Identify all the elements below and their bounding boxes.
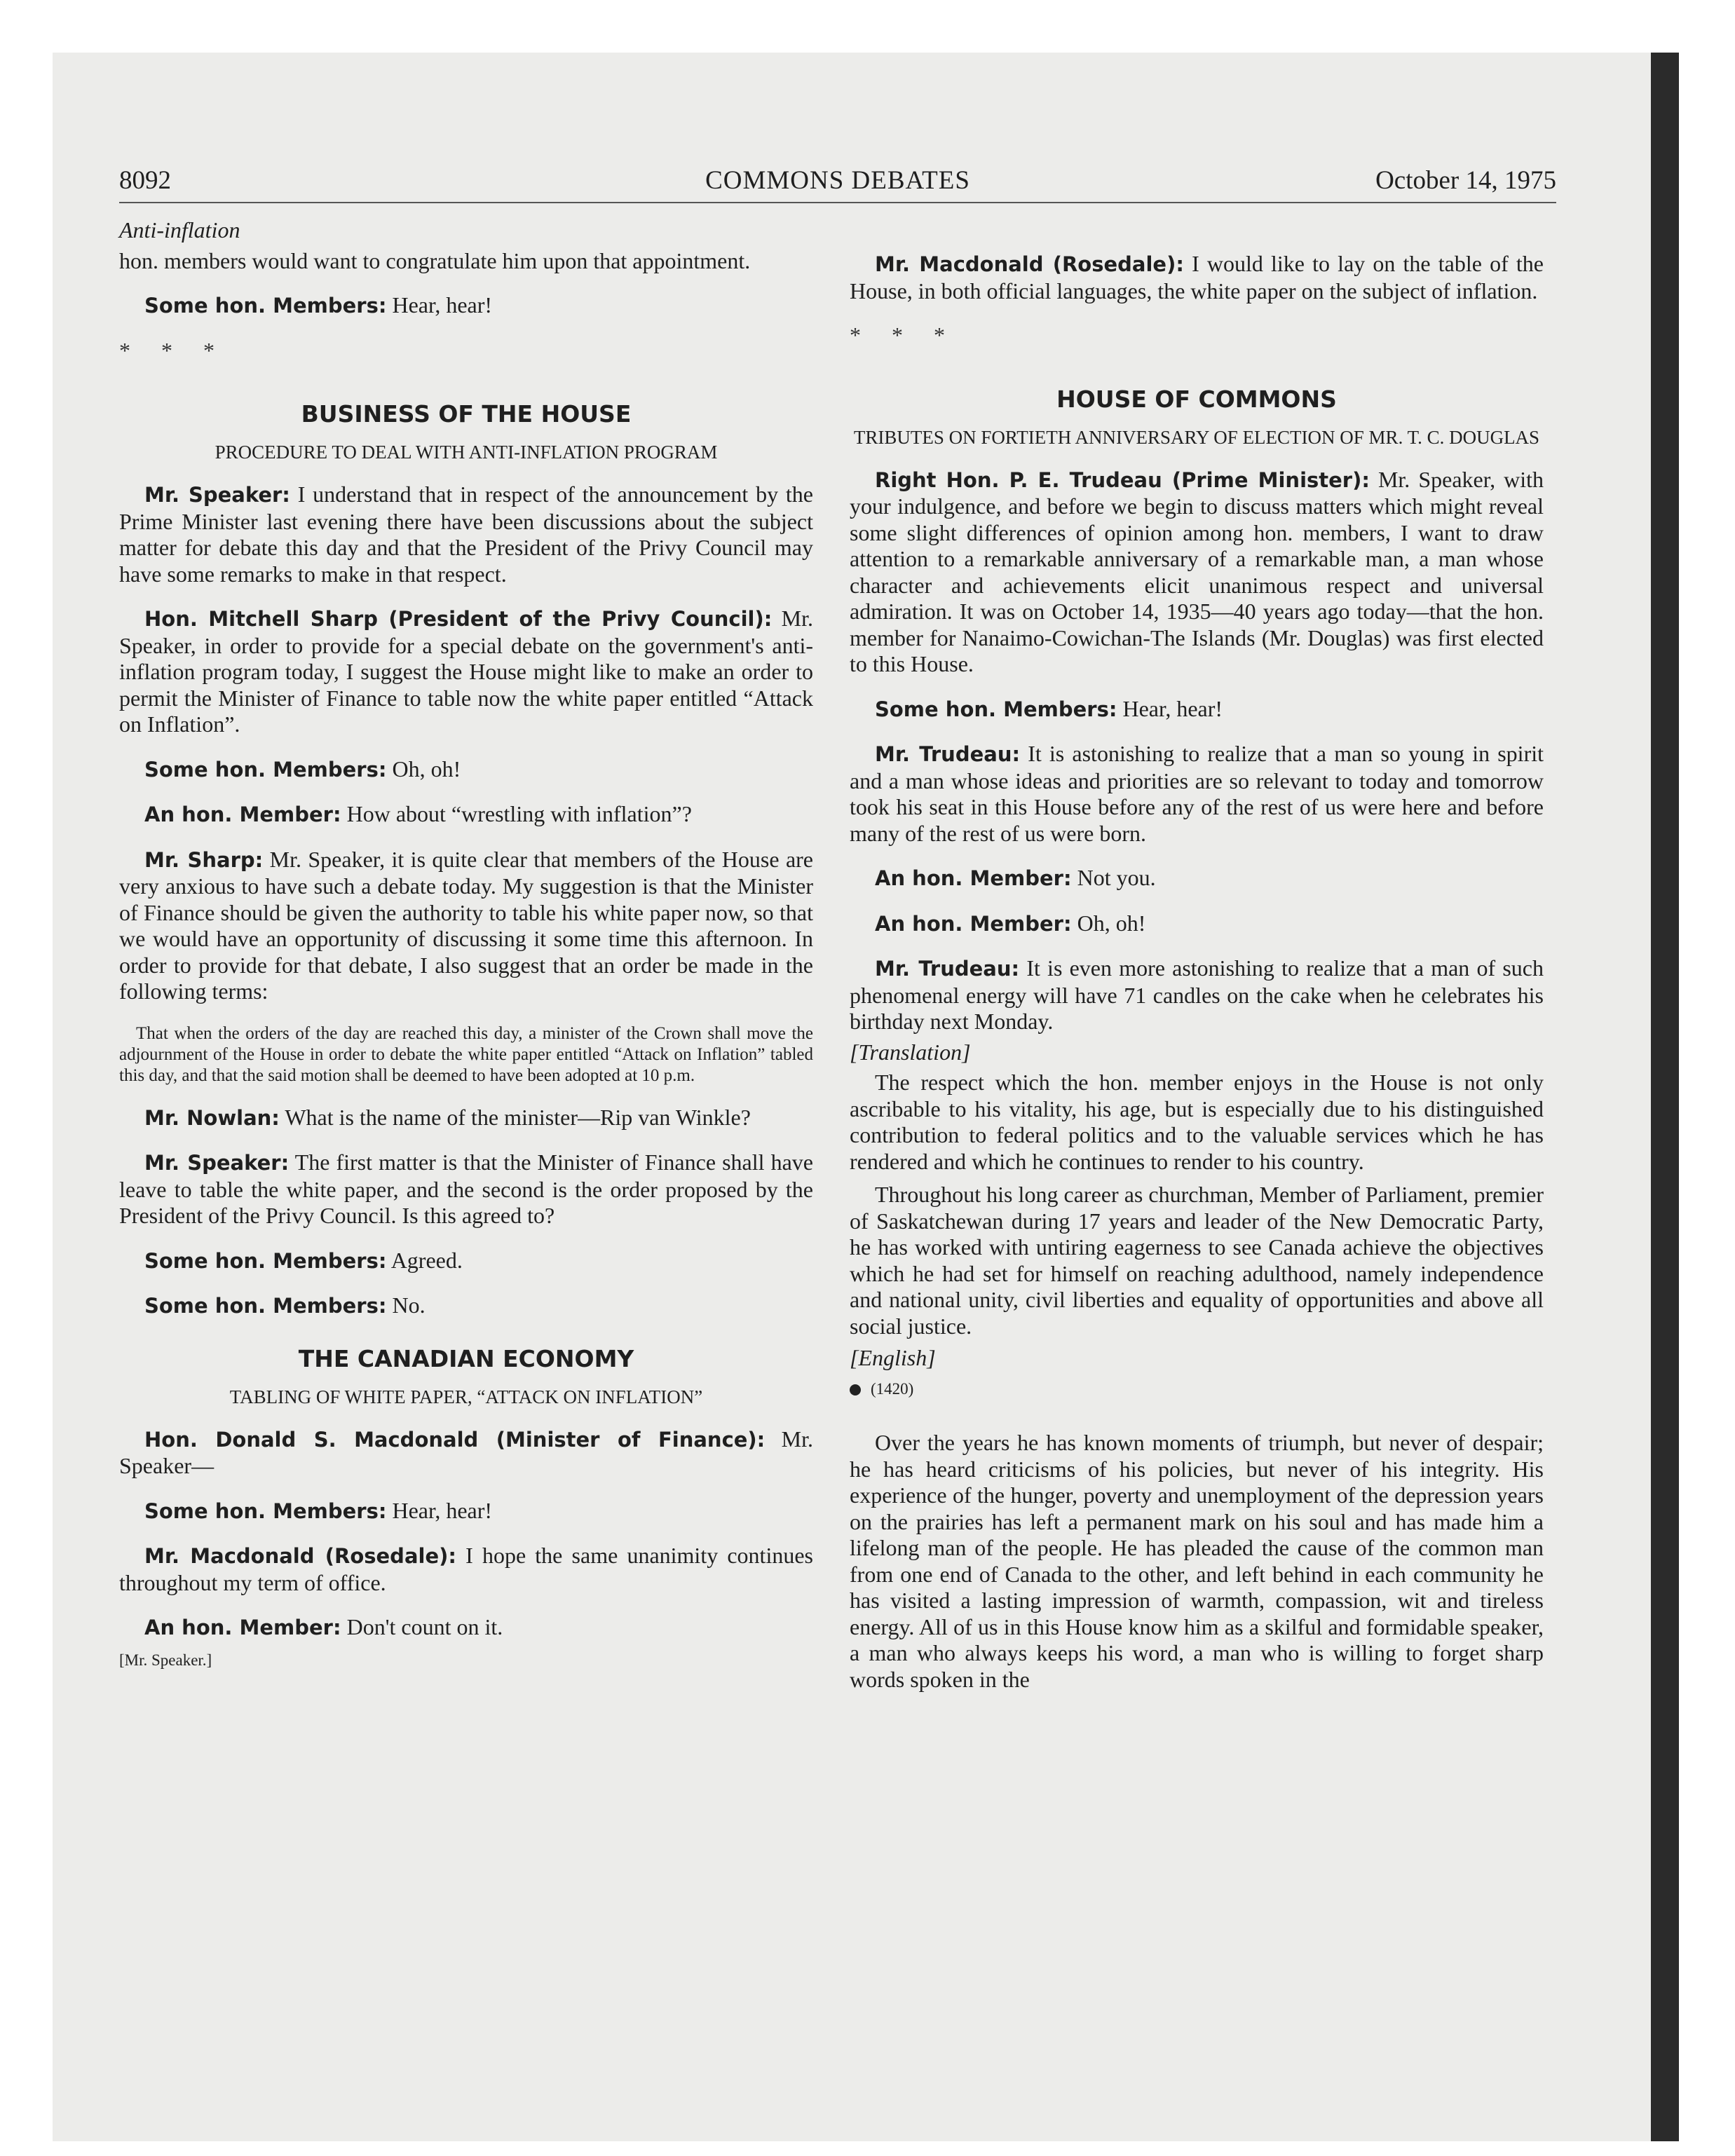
speech-text: I hope the same unanimity continues throughout my term of office.	[119, 1543, 813, 1595]
section-separator: * * *	[850, 322, 958, 348]
section-heading: HOUSE OF COMMONS	[1056, 385, 1337, 413]
section-separator: * * *	[119, 337, 227, 363]
page-header	[119, 163, 1556, 203]
speaker-name: Hon. Mitchell Sharp (President of the Privy Council):	[144, 607, 773, 631]
paragraph	[850, 955, 1544, 1035]
speech-text: I would like to lay on the table of the House, in both official languages, the white paper on the subject of inflation.	[850, 251, 1544, 303]
speaker-footnote: [Mr. Speaker.]	[119, 1651, 212, 1669]
speech-text: Oh, oh!	[386, 756, 461, 782]
speech-text: Hear, hear!	[386, 292, 493, 318]
page-number: 8092	[119, 166, 171, 195]
paragraph	[119, 1543, 813, 1596]
speech-text: What is the name of the minister—Rip van Winkle?	[279, 1104, 751, 1130]
speaker-name: Mr. Macdonald (Rosedale):	[875, 252, 1184, 276]
section-subheading: TABLING OF WHITE PAPER, “ATTACK ON INFLATION”	[229, 1386, 703, 1407]
paragraph: hon. members would want to congratulate him upon that appointment.	[119, 247, 751, 273]
speech-text: It is astonishing to realize that a man so young in spirit and a man whose ideas and priorities are so relevant to today and tomorrow took his seat in this House before any of the rest of us were here and before many of the rest of us were born.	[850, 741, 1544, 846]
scan-edge-bar	[1651, 53, 1679, 2141]
paragraph	[850, 865, 1544, 892]
translation-note: [Translation]	[850, 1039, 971, 1065]
paragraph: Over the years he has known moments of triumph, but never of despair; he has heard criticisms of his policies, but never of his integrity. His experience of the hunger, poverty and unemployment of the depression years on the prairies has left a permanent mark on his soul and has made him a lifelong man of the people. He has pleaded the cause of the common man from one end of Canada to the other, and left behind in each community he has visited a lasting impression of warmth, compassion, wit and tireless energy. All of us in this House know him as a skilful and formidable speaker, a man who always keeps his word, a man who is willing to forget sharp words spoken in the	[850, 1430, 1544, 1692]
paragraph	[119, 1292, 813, 1320]
speech-text: The first matter is that the Minister of Finance shall have leave to table the white paper, and the second is the order proposed by the President of the Privy Council. Is this agreed to?	[119, 1149, 813, 1228]
speech-text: Hear, hear!	[386, 1497, 493, 1523]
paragraph	[119, 756, 813, 784]
speaker-name: Some hon. Members:	[144, 1294, 387, 1318]
paragraph: Throughout his long career as churchman, Member of Parliament, premier of Saskatchewan during 17 years and leader of the New Democratic Party, he has worked with untiring eagerness to see Canada achieve the objectives which he had set for himself on reaching adulthood, namely independence and national unity, civil liberties and equality of opportunities and above all social justice.	[850, 1182, 1544, 1339]
time-marker	[850, 1376, 1544, 1403]
english-note: [English]	[850, 1345, 936, 1370]
speech-text: Mr. Speaker, in order to provide for a special debate on the government's anti-inflation program today, I suggest the House might like to make an order to permit the Minister of Finance to table now the white paper entitled “Attack on Inflation”.	[119, 606, 813, 737]
speaker-name: An hon. Member:	[144, 1616, 341, 1639]
paragraph	[850, 251, 1544, 304]
speech-text: Mr. Speaker—	[119, 1426, 813, 1478]
speech-text: How about “wrestling with inflation”?	[341, 801, 692, 826]
left-column	[119, 217, 813, 1673]
speech-text: Don't count on it.	[341, 1614, 503, 1639]
speaker-name: Mr. Macdonald (Rosedale):	[144, 1544, 456, 1568]
speaker-name: Right Hon. P. E. Trudeau (Prime Minister):	[875, 468, 1370, 492]
speaker-name: Mr. Nowlan:	[144, 1105, 280, 1130]
speaker-name: Some hon. Members:	[144, 757, 387, 782]
speech-text: Not you.	[1071, 865, 1156, 890]
speaker-name: Mr. Trudeau:	[875, 742, 1021, 766]
speaker-name: Mr. Sharp:	[144, 847, 264, 872]
speaker-name: Some hon. Members:	[875, 697, 1117, 721]
section-subheading: PROCEDURE TO DEAL WITH ANTI-INFLATION PROGRAM	[215, 442, 718, 463]
paragraph	[119, 1614, 813, 1642]
paragraph	[119, 847, 813, 1005]
section-heading: THE CANADIAN ECONOMY	[298, 1344, 634, 1372]
paragraph	[119, 801, 813, 828]
section-subheading: TRIBUTES ON FORTIETH ANNIVERSARY OF ELECTION OF MR. T. C. DOUGLAS	[853, 426, 1540, 448]
paragraph	[119, 1105, 813, 1132]
speaker-name: Some hon. Members:	[144, 1499, 387, 1523]
speech-text: Agreed.	[386, 1247, 463, 1273]
paragraph	[850, 741, 1544, 847]
paragraph	[119, 1426, 813, 1480]
paragraph	[119, 292, 813, 320]
speaker-name: An hon. Member:	[875, 911, 1072, 936]
speech-text: Mr. Speaker, it is quite clear that members of the House are very anxious to have such a debate today. My suggestion is that the Minister of Finance should be given the authority to table his white paper now, so that we would have an opportunity of discussing it some time this afternoon. In order to provide for that debate, I also suggest that an order be made in the following terms:	[119, 846, 814, 1004]
paragraph	[850, 696, 1544, 723]
speech-text: It is even more astonishing to realize that a man of such phenomenal energy will have 71 candles on the cake when he celebrates his birthday next Monday.	[850, 955, 1544, 1034]
speaker-name: Hon. Donald S. Macdonald (Minister of Finance):	[144, 1427, 766, 1452]
speaker-name: Mr. Trudeau:	[875, 957, 1020, 981]
bullet-icon	[850, 1384, 861, 1396]
speaker-name: Some hon. Members:	[144, 294, 387, 318]
speaker-name: Mr. Speaker:	[144, 1151, 290, 1175]
speaker-name: An hon. Member:	[875, 866, 1072, 890]
paragraph	[119, 1149, 813, 1229]
time-marker-text: (1420)	[871, 1379, 914, 1398]
paragraph	[850, 910, 1544, 938]
speech-text: Oh, oh!	[1071, 910, 1146, 936]
paragraph	[119, 1248, 813, 1275]
speaker-name: Mr. Speaker:	[144, 483, 290, 507]
motion-quote: That when the orders of the day are reached this day, a minister of the Crown shall move the adjournment of the House in order to debate the white paper entitled “Attack on Inflation” tabled this day, and that the said motion shall be deemed to have been adopted at 10 p.m.	[119, 1023, 813, 1085]
speech-text: No.	[386, 1292, 426, 1318]
speech-text: Mr. Speaker, with your indulgence, and before we begin to discuss matters which might reveal some slight differences of opinion among hon. members, I want to draw attention to a remarkable anniversary of a remarkable man, a man whose character and achievements elicit unanimous respect and universal admiration. It was on October 14, 1935—40 years ago today—that the hon. member for Nanaimo-Cowichan-The Islands (Mr. Douglas) was first elected to this House.	[850, 466, 1544, 676]
paragraph	[119, 606, 813, 738]
speech-text: I understand that in respect of the announcement by the Prime Minister last evening there have been discussions about the subject matter for debate this day and that the President of the Privy Council may have some remarks to make in that respect.	[119, 482, 813, 587]
section-heading: BUSINESS OF THE HOUSE	[301, 400, 632, 428]
header-date: October 14, 1975	[1375, 166, 1556, 195]
speech-text: Hear, hear!	[1117, 695, 1223, 721]
running-head: Anti-inflation	[119, 217, 240, 243]
paragraph	[850, 467, 1544, 678]
right-column	[850, 251, 1544, 1693]
journal-title: COMMONS DEBATES	[705, 166, 970, 195]
paragraph: The respect which the hon. member enjoys in the House is not only ascribable to his vitality, his age, but is especially due to his distinguished contribution to federal politics and to the valuable services which he has rendered and which he continues to render to his country.	[850, 1070, 1544, 1174]
speaker-name: Some hon. Members:	[144, 1248, 387, 1273]
paragraph	[119, 482, 813, 587]
speaker-name: An hon. Member:	[144, 803, 341, 826]
paragraph	[119, 1498, 813, 1525]
